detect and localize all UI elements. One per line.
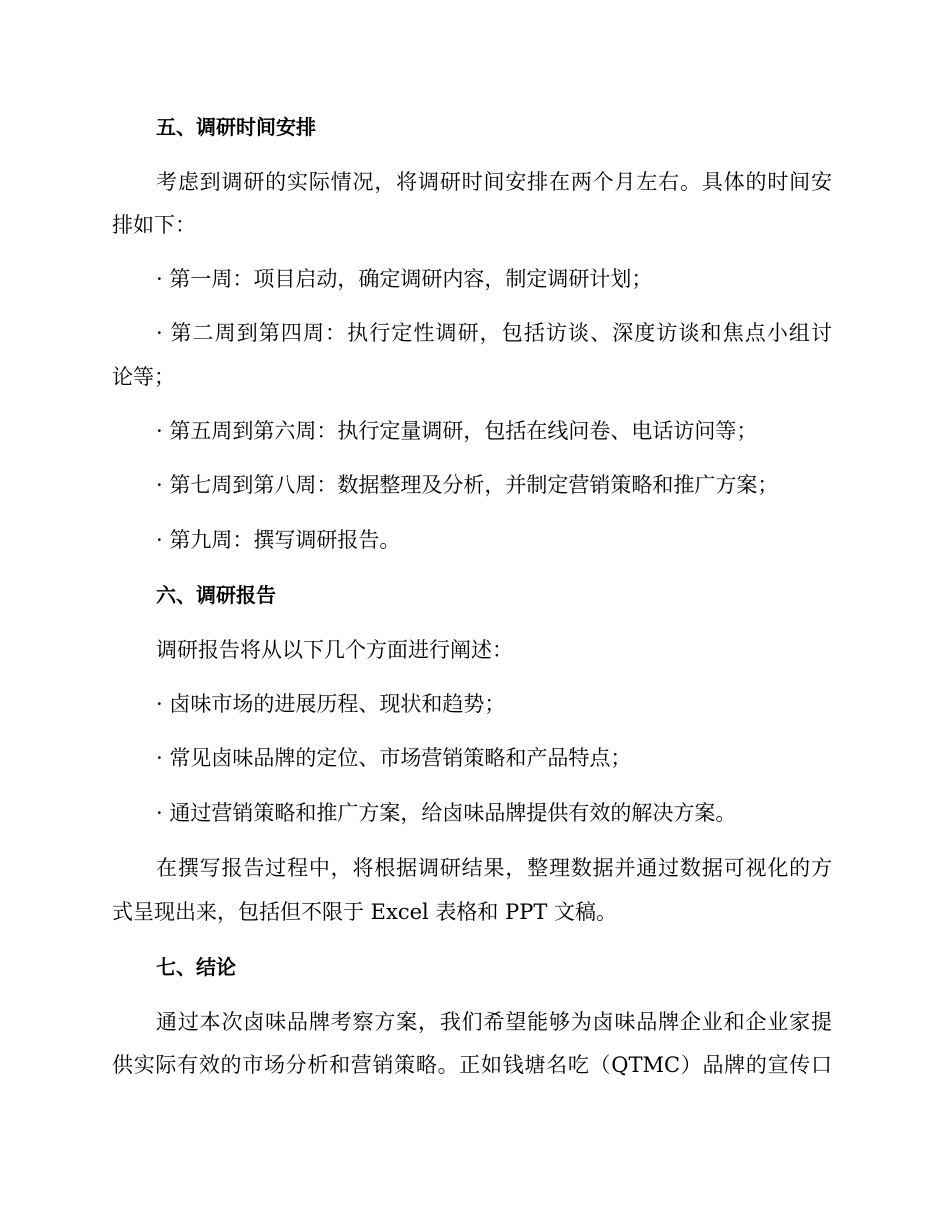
paragraph-line: 供实际有效的市场分析和营销策略。正如钱塘名吃（QTMC）品牌的宣传口 xyxy=(112,1053,832,1077)
list-item: · 第五周到第六周：执行定量调研，包括在线问卷、电话访问等； xyxy=(156,419,758,443)
list-item: · 常见卤味品牌的定位、市场营销策略和产品特点； xyxy=(156,746,632,770)
list-item: · 第一周：项目启动，确定调研内容，制定调研计划； xyxy=(156,267,653,291)
list-item: · 第七周到第八周：数据整理及分析，并制定营销策略和推广方案； xyxy=(156,473,779,497)
list-item: · 卤味市场的进展历程、现状和趋势； xyxy=(156,692,506,716)
list-item: · 第二周到第四周：执行定性调研，包括访谈、深度访谈和焦点小组讨 xyxy=(156,321,832,345)
paragraph-line: 在撰写报告过程中，将根据调研结果，整理数据并通过数据可视化的方 xyxy=(156,856,832,880)
paragraph-line: 排如下： xyxy=(112,213,196,237)
paragraph-line: 考虑到调研的实际情况，将调研时间安排在两个月左右。具体的时间安 xyxy=(156,170,832,194)
list-item: · 通过营销策略和推广方案，给卤味品牌提供有效的解决方案。 xyxy=(156,801,737,825)
section-heading-schedule: 五、调研时间安排 xyxy=(156,115,316,139)
list-item: · 第九周：撰写调研报告。 xyxy=(156,528,401,552)
list-item-continuation: 论等； xyxy=(112,365,175,389)
paragraph-line: 调研报告将从以下几个方面进行阐述： xyxy=(156,638,513,662)
paragraph-line: 通过本次卤味品牌考察方案，我们希望能够为卤味品牌企业和企业家提 xyxy=(156,1010,832,1034)
paragraph-line: 式呈现出来，包括但不限于 Excel 表格和 PPT 文稿。 xyxy=(112,900,618,924)
section-heading-conclusion: 七、结论 xyxy=(156,955,236,979)
section-heading-report: 六、调研报告 xyxy=(156,583,276,607)
